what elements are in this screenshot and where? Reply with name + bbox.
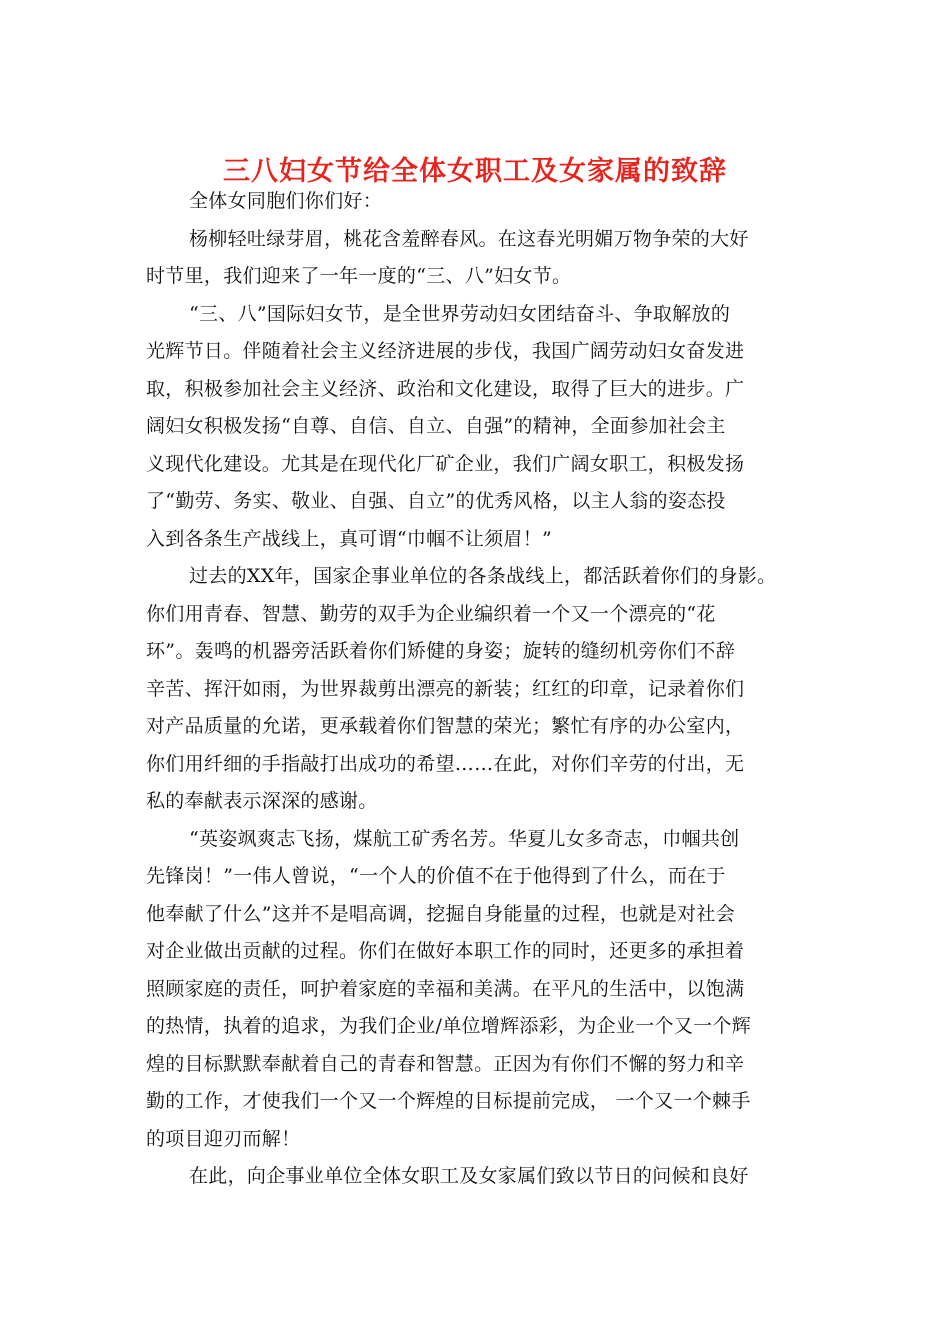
text-line: “三、八”国际妇女节，是全世界劳动妇女团结奋斗、争取解放的 bbox=[189, 302, 731, 325]
text-line: 全体女同胞们你们好： bbox=[189, 190, 383, 212]
text-line: 了“勤劳、务实、敬业、自强、自立”的优秀风格，以主人翁的姿态投 bbox=[146, 490, 726, 512]
text-line: 的项目迎刃而解！ bbox=[146, 1127, 301, 1150]
text-line: 你们用青春、智慧、勤劳的双手为企业编织着一个又一个漂亮的“花 bbox=[146, 602, 716, 625]
text-line: 先锋岗！”一伟人曾说，“一个人的价值不在于他得到了什么，而在于 bbox=[146, 865, 726, 887]
text-line: 他奉献了什么”这并不是唱高调，挖掘自身能量的过程，也就是对社会 bbox=[146, 902, 736, 925]
text-line: 过去的XX年，国家企事业单位的各条战线上，都活跃着你们的身影。 bbox=[189, 565, 777, 587]
text-line: 照顾家庭的责任，呵护着家庭的幸福和美满。在平凡的生活中，以饱满 bbox=[146, 977, 745, 1000]
text-line: 杨柳轻吐绿芽眉，桃花含羞醉春风。在这春光明媚万物争荣的大好 bbox=[189, 227, 749, 250]
text-line: 对企业做出贡献的过程。你们在做好本职工作的同时，还更多的承担着 bbox=[146, 940, 745, 962]
text-line: 对产品质量的允诺，更承载着你们智慧的荣光；繁忙有序的办公室内， bbox=[146, 715, 745, 737]
text-line: “英姿飒爽志飞扬，煤航工矿秀名芳。华夏儿女多奇志，巾帼共创 bbox=[189, 827, 740, 850]
text-line: 的热情，执着的追求，为我们企业/单位增辉添彩，为企业一个又一个辉 bbox=[146, 1015, 752, 1037]
text-line: 义现代化建设。尤其是在现代化厂矿企业，我们广阔女职工，积极发扬 bbox=[146, 452, 745, 475]
text-line: 煌的目标默默奉献着自己的青春和智慧。正因为有你们不懈的努力和辛 bbox=[146, 1052, 745, 1075]
document-body bbox=[146, 183, 816, 1196]
text-line: 入到各条生产战线上，真可谓“巾帼不让须眉！” bbox=[146, 527, 553, 550]
text-line: 取，积极参加社会主义经济、政治和文化建设，取得了巨大的进步。广 bbox=[146, 377, 745, 400]
text-line: 辛苦、挥汗如雨，为世界裁剪出漂亮的新装；红红的印章，记录着你们 bbox=[146, 677, 745, 700]
text-line: 阔妇女积极发扬“自尊、自信、自立、自强”的精神，全面参加社会主 bbox=[146, 415, 726, 437]
text-line: 私的奉献表示深深的感谢。 bbox=[146, 790, 378, 812]
text-line: 勤的工作，才使我们一个又一个辉煌的目标提前完成， 一个又一个棘手 bbox=[146, 1090, 751, 1112]
text-line: 你们用纤细的手指敲打出成功的希望……在此，对你们辛劳的付出，无 bbox=[146, 752, 745, 775]
text-line: 光辉节日。伴随着社会主义经济进展的步伐，我国广阔劳动妇女奋发进 bbox=[146, 340, 745, 362]
text-line: 环”。轰鸣的机器旁活跃着你们矫健的身姿；旋转的缝纫机旁你们不辞 bbox=[146, 640, 736, 662]
document-title: 三八妇女节给全体女职工及女家属的致辞 bbox=[223, 156, 727, 187]
text-line: 时节里，我们迎来了一年一度的“三、八”妇女节。 bbox=[146, 265, 572, 287]
text-line: 在此，向企事业单位全体女职工及女家属们致以节日的问候和良好 bbox=[189, 1165, 749, 1187]
